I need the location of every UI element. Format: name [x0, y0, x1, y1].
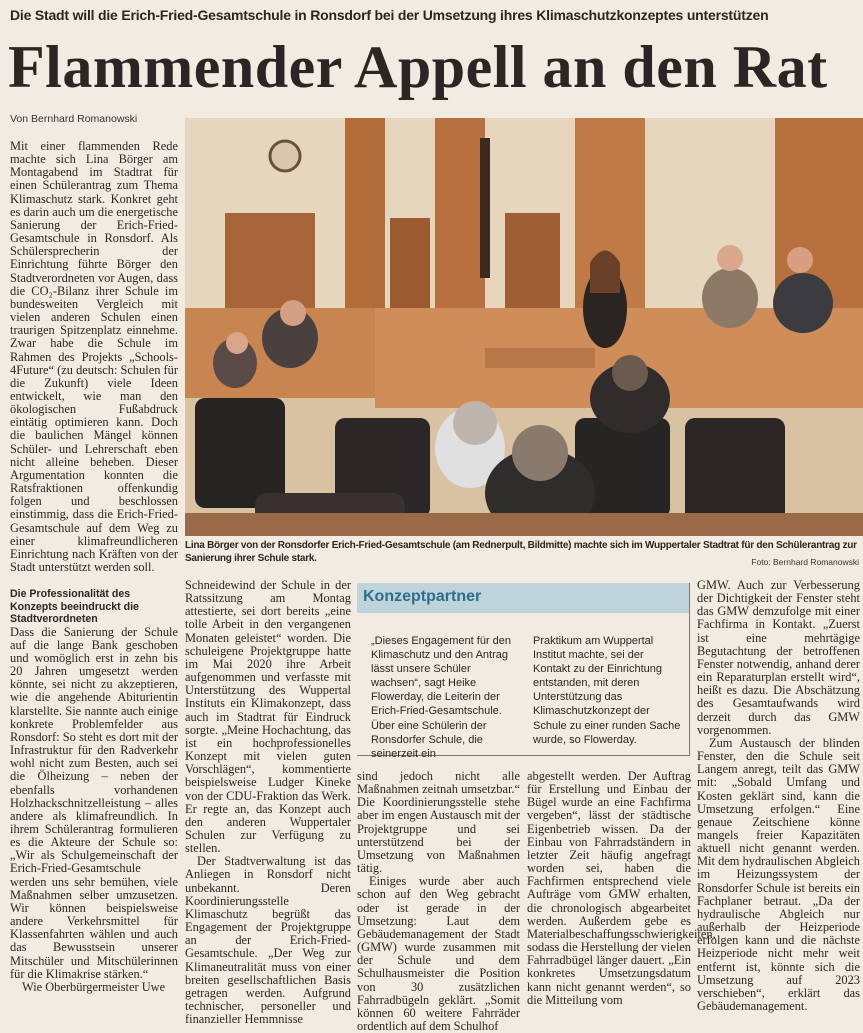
paragraph: Zum Austausch der blinden Fenster, den die Schule seit Langem anregt, teilt das GMW mit: „Sobald Umfang und Kosten geklärt sind, kann die Umsetzung erfolgen.“ Eine genaue Zeitschiene könne mangels freier Kapazitäten aktuell nicht genannt werden. Mit dem hydraulischen Abgleich im Heizungssystem der Ronsdorfer Schule ist bereits ein Fachplaner betraut. „Da der hydraulische Abgleich nur außerhalb der Heizperiode erfolgen kann und die nächste Heizperiode nicht mehr weit entfernt ist, könnte sich die Umsetzung auf 2023 verschieben“, erklärt das Gebäudemanagement.	[697, 735, 860, 1013]
info-box-text: Praktikum am Wuppertal Institut machte, sei der Kontakt zu der Einrichtung entstanden, mit deren Unterstützung das Klimaschutzkonzept der Schule zu einer runden Sache wurde, so Flowerday.	[533, 635, 681, 746]
paragraph: Der Stadtverwaltung ist das Anliegen in Ronsdorf nicht unbekannt. Deren Koordinierungsstelle Klimaschutz begrüßt das Engagement der Projektgruppe an der Erich-Fried-Gesamtschule. „Der Weg zur Klimaneutralität muss von einer breiten gesellschaftlichen Basis getragen werden. Aufgrund technischer, personeller und finanzieller Hemmnisse	[185, 854, 351, 1027]
kicker: Die Stadt will die Erich-Fried-Gesamtschule in Ronsdorf bei der Umsetzung ihres Klimaschutzkonzeptes unterstützen	[10, 7, 769, 23]
column-2	[185, 579, 351, 1026]
subheading: Die Professionalität des Konzepts beeindruckt die Stadtverordneten	[10, 588, 139, 626]
info-box-text: „Dieses Engagement für den Klimaschutz und den Antrag lässt unsere Schüler wachsen“, sagt Heike Flowerday, die Leiterin der Erich-Fried-Gesamtschule. Über eine Schülerin der Ronsdorfer Schule, die seinerzeit ein	[371, 635, 512, 760]
paragraph: abgestellt werden. Der Auftrag für Erstellung und Einbau der Bügel wurde an eine Fachfirma vergeben“, lässt der städtische Eigenbetrieb wissen. Da der Einbau von Fahrradständern in letzter Zeit häufig angefragt worden sei, haben die Fachfirmen entsprechend viele Aufträge vom GMW erhalten, die chronologisch abgearbeitet werden. Außerdem gebe es Materialbeschaffungsschwierigkeiten, sodass die Herstellung der vielen Fahrradbügel länger dauert. „Ein konkretes Umsetzungsdatum kann nicht genannt werden“, so die Mitteilung vom	[527, 769, 716, 1007]
paragraph: sind jedoch nicht alle Maßnahmen zeitnah umsetzbar.“ Die Koordinierungsstelle stehe aber im engen Austausch mit der Projektgruppe und sei unterstützend bei der Umsetzung von Maßnahmen tätig.	[357, 769, 520, 876]
info-box-konzeptpartner	[357, 583, 690, 760]
headline: Flammender Appell an den Rat	[8, 34, 828, 100]
paragraph: GMW. Auch zur Verbesserung der Dichtigkeit der Fenster steht das GMW demzufolge mit einer Fachfirma in Kontakt. „Zuerst ist eine mehrtägige Begutachtung der betroffenen Fenster notwendig, anhand derer ein Reparaturplan erstellt wird“, heißt es dazu. Die Abschätzung des Gesamtaufwands wird derzeit durch das GMW vorgenommen.	[697, 578, 860, 737]
council-chamber-photo	[185, 118, 863, 536]
column-4	[527, 769, 716, 1007]
info-box-title: Konzeptpartner	[357, 583, 689, 613]
column-5	[697, 579, 860, 1013]
photo-image	[185, 118, 863, 536]
paragraph: Schneidewind der Schule in der Ratssitzung am Montag attestierte, sei dort bereits „eine tolle Arbeit in den vergangenen Monaten geleistet“ worden. Die schuleigene Projektgruppe hatte im Mai 2020 ihre Arbeit aufgenommen und verfasste mit Unterstützung des Wuppertal Instituts ein Klimakonzept, dass auch im Stadtrat für Eindruck sorgte. „Meine Hochachtung, das ist ein hochprofessionelles Konzept mit vielen guten Vorschlägen“, kommentierte beispielsweise Ludger Kineke von der CDU-Fraktion das Werk. Er regte an, das Konzept auch den anderen Wuppertaler Schulen zur Verfügung zu stellen.	[185, 578, 351, 856]
paragraph: Einiges wurde aber auch schon auf den Weg gebracht oder ist gerade in der Umsetzung: Laut dem Gebäudemanagement der Stadt (GMW) wurde zusammen mit der Schule und dem Schulhausmeister die Position von 30 zusätzlichen Fahrradbügeln geklärt. „Somit können 60 weitere Fahrräder ordentlich auf dem Schulhof	[357, 874, 520, 1033]
paragraph: Mit einer flammenden Rede machte sich Lina Börger am Montagabend im Stadtrat für einen Schülerantrag zum Thema Klimaschutz stark. Konkret geht es darin auch um die energetische Sanierung der Erich-Fried-Gesamtschule in Ronsdorf. Als Schülersprecherin der Einrichtung führte Börger den Stadtverordneten vor Augen, dass die CO₂-Bilanz ihrer Schule im bundesweiten Vergleich mit vielen anderen Schulen einen traurigen Spitzenplatz einnehme. Zwar habe die Schule im Rahmen des Projekts „Schools-4Future“ (zu deutsch: Schulen für die Zukunft) viele Ideen entwickelt, wie man den ökologischen Fußabdruck eintätig optimieren kann. Doch die baulichen Mängel können Schüler- und Lehrerschaft eben nicht alleine beheben. Dieser Argumentation konnten die Ratsfraktionen offenkundig folgen und beschlossen einstimmig, dass die Erich-Fried-Gesamtschule auf dem Weg zu einer klimafreundlicheren Einrichtung nach Kräften von der Stadt unterstützt werden soll.	[10, 139, 178, 574]
column-3	[357, 770, 520, 1033]
paragraph: Wie Oberbürgermeister Uwe	[22, 979, 166, 994]
photo-credit: Foto: Bernhard Romanowski	[751, 557, 859, 567]
column-1	[10, 140, 178, 994]
byline: Von Bernhard Romanowski	[10, 113, 138, 125]
paragraph: Dass die Sanierung der Schule auf die lange Bank geschoben und womöglich erst in zehn bis 20 Jahren umgesetzt werden könnte, sei nicht zu akzeptieren, wie die angehende Abiturientin klarstellte. Sie nannte auch einige konkrete Problemfelder aus Ronsdorf: So steht es dort mit der Infrastruktur für den Radverkehr wohl nicht zum Besten, auch sei die Ölheizung – neben der ebenfalls vorhandenen Holzhackschnitzelleistung – alles andere als klimafreundlich. In ihrem Schülerantrag formulieren es die Akteure der Schule so: „Wir als Schulgemeinschaft der Erich-Fried-Gesamtschule werden uns sehr bemühen, viele Maßnahmen selber umzusetzen. Wir können beispielsweise andere Verkehrsmittel für Klassenfahrten wählen und auch das Bewusstsein unserer Mitschüler und Mitschülerinnen für die Klimakrise stärken.“	[10, 624, 178, 981]
photo-caption: Lina Börger von der Ronsdorfer Erich-Fried-Gesamtschule (am Rednerpult, Bildmitte) machte sich im Wuppertaler Stadtrat für den Schülerantrag zur Sanierung ihrer Schule stark.	[185, 540, 857, 564]
